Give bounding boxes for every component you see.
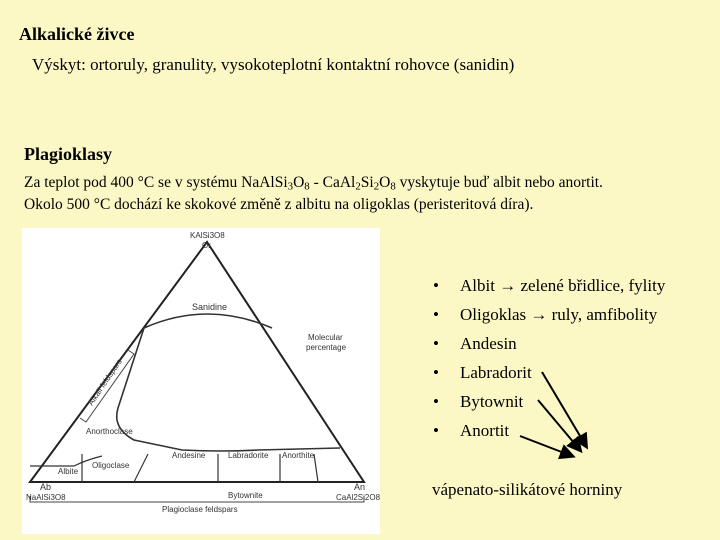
- plagioclase-heading: Plagioklasy: [24, 144, 113, 164]
- anorthite-label: Anorthite: [282, 451, 315, 460]
- ternary-triangle: [30, 242, 364, 482]
- bullet-icon: •: [433, 276, 439, 295]
- apex-left-formula: NaAlSi3O8: [26, 493, 66, 502]
- sanidine-boundary: [144, 314, 272, 328]
- feldspar-ternary-diagram: [22, 228, 380, 534]
- molecular-percentage-label-2: percentage: [306, 343, 347, 352]
- oligoclase-label: Oligoclase: [92, 461, 130, 470]
- oligoclase-divider: [134, 454, 148, 482]
- bullet-icon: •: [433, 392, 439, 411]
- bullet-icon: •: [433, 334, 439, 353]
- apex-right-name: An: [354, 482, 366, 492]
- molecular-percentage-label-1: Molecular: [308, 333, 343, 342]
- list-item: • Bytownit: [433, 392, 524, 411]
- list-item: • Albit → zelené břidlice, fylity: [433, 276, 666, 295]
- labradorite-label: Labradorite: [228, 451, 269, 460]
- sanidine-label: Sanidine: [192, 302, 228, 312]
- list-item: • Labradorit: [433, 363, 532, 382]
- plagioclase-bracket: [30, 496, 364, 502]
- alkali-feldspars-heading: Alkalické živce: [19, 24, 135, 44]
- bullet-icon: •: [433, 421, 439, 440]
- andesine-label: Andesine: [172, 451, 206, 460]
- ternary-diagram-svg: [22, 228, 380, 534]
- plagioclase-feldspars-label: Plagioclase feldspars: [162, 505, 238, 514]
- list-item: • Oligoklas → ruly, amfibolity: [433, 305, 658, 324]
- apex-left-name: Ab: [40, 482, 52, 492]
- list-item: • Andesin: [433, 334, 517, 353]
- arrow-labradorit: [542, 372, 586, 446]
- calc-silicate-rocks-label: vápenato-silikátové horniny: [432, 480, 623, 499]
- apex-top-formula: KAlSi3O8: [190, 231, 225, 240]
- anorthoclase-label: Anorthoclase: [86, 427, 133, 436]
- apex-top-name: Or: [202, 241, 211, 250]
- occurrence-text: Výskyt: ortoruly, granulity, vysokoteplotní kontaktní rohovce (sanidin): [32, 55, 515, 74]
- alkali-feldspars-label: Alkali feldspars: [86, 357, 124, 408]
- apex-right-formula: CaAl2Si2O8: [336, 493, 380, 502]
- bytownite-label: Bytownite: [228, 491, 263, 500]
- bytownite-divider: [314, 454, 318, 482]
- arrows-to-calc-silicate: [500, 350, 610, 460]
- arrow-anortit: [520, 436, 572, 456]
- plagioclase-paragraph-1: Za teplot pod 400 °C se v systému $NaAlSi_3O_8$ - $CaAl_2Si_2O_8$ vyskytuje buď albit nebo anortit.: [24, 174, 603, 193]
- list-item: • Anortit: [433, 421, 510, 440]
- plagioclase-paragraph-2: Okolo 500 °C dochází ke skokové změně z albitu na oligoklas (peristeritová díra).: [24, 196, 534, 213]
- bullet-icon: •: [433, 305, 439, 324]
- bullet-icon: •: [433, 363, 439, 382]
- albite-label: Albite: [58, 467, 79, 476]
